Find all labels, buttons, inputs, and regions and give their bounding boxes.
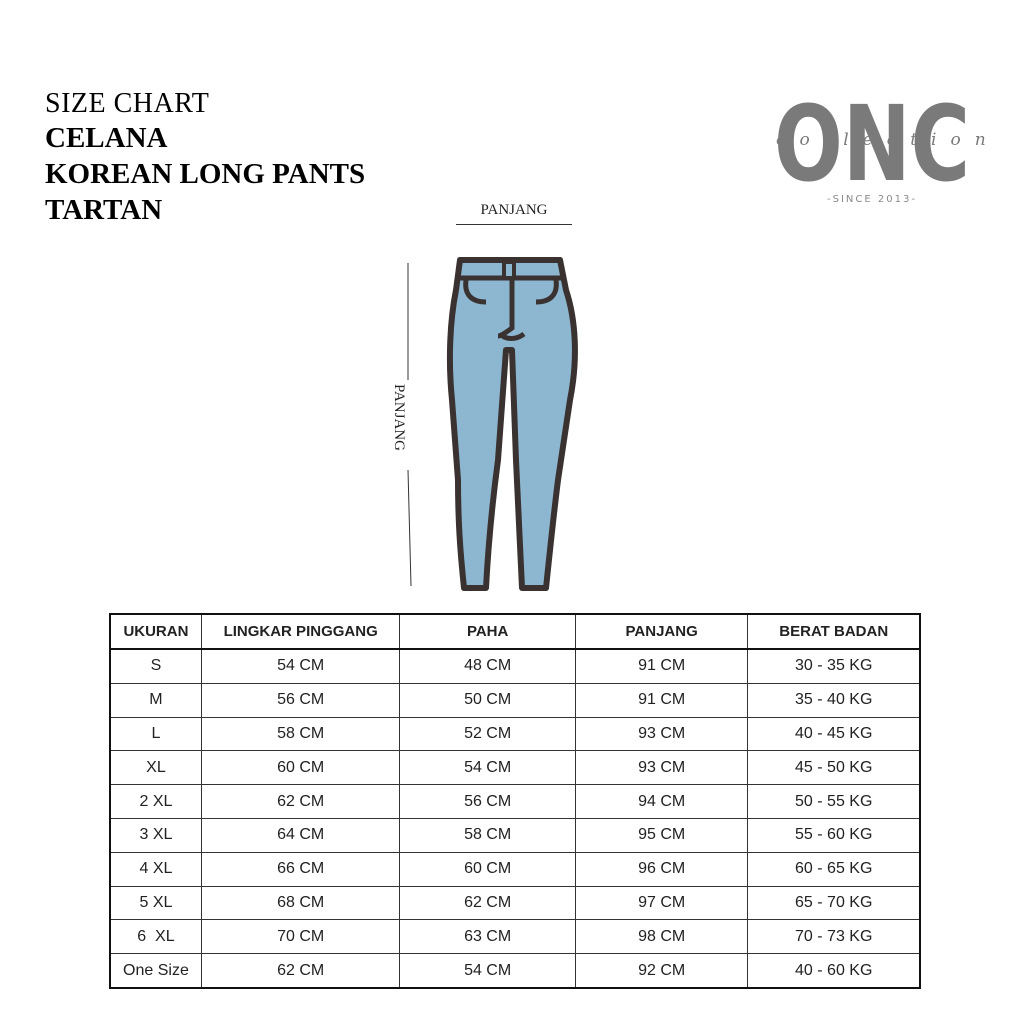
cell-thigh: 58 CM <box>400 818 575 852</box>
cell-size: 6 XL <box>110 920 201 954</box>
cell-size: S <box>110 649 201 683</box>
cell-waist: 62 CM <box>201 785 400 819</box>
cell-size: XL <box>110 751 201 785</box>
cell-thigh: 56 CM <box>400 785 575 819</box>
pants-illustration <box>400 250 600 600</box>
cell-weight: 55 - 60 KG <box>748 818 920 852</box>
cell-size: 4 XL <box>110 852 201 886</box>
cell-weight: 40 - 45 KG <box>748 717 920 751</box>
cell-length: 97 CM <box>575 886 748 920</box>
side-dimension-label: PANJANG <box>391 384 407 451</box>
cell-waist: 60 CM <box>201 751 400 785</box>
cell-waist: 62 CM <box>201 954 400 988</box>
cell-size: 3 XL <box>110 818 201 852</box>
logo-since-text: -SINCE 2013- <box>827 194 917 205</box>
cell-weight: 40 - 60 KG <box>748 954 920 988</box>
cell-thigh: 62 CM <box>400 886 575 920</box>
table-row <box>110 818 920 852</box>
cell-thigh: 52 CM <box>400 717 575 751</box>
logo-small-text: collection <box>776 130 1000 150</box>
cell-thigh: 50 CM <box>400 683 575 717</box>
cell-weight: 60 - 65 KG <box>748 852 920 886</box>
cell-waist: 64 CM <box>201 818 400 852</box>
cell-thigh: 60 CM <box>400 852 575 886</box>
cell-length: 95 CM <box>575 818 748 852</box>
cell-waist: 54 CM <box>201 649 400 683</box>
product-title-line-2: KOREAN LONG PANTS <box>45 158 366 190</box>
product-title-line-1: CELANA <box>45 122 168 154</box>
cell-length: 96 CM <box>575 852 748 886</box>
cell-length: 92 CM <box>575 954 748 988</box>
table-row <box>110 886 920 920</box>
cell-length: 94 CM <box>575 785 748 819</box>
product-title-line-3: TARTAN <box>45 194 163 226</box>
cell-waist: 58 CM <box>201 717 400 751</box>
table-row <box>110 852 920 886</box>
cell-thigh: 63 CM <box>400 920 575 954</box>
size-table <box>109 613 921 989</box>
cell-size: L <box>110 717 201 751</box>
cell-weight: 65 - 70 KG <box>748 886 920 920</box>
header-panjang: PANJANG <box>575 614 748 649</box>
size-chart-heading: SIZE CHART <box>45 88 210 119</box>
cell-weight: 45 - 50 KG <box>748 751 920 785</box>
title-block <box>45 88 365 228</box>
table-row <box>110 649 920 683</box>
cell-waist: 70 CM <box>201 920 400 954</box>
brand-logo <box>772 88 1000 218</box>
header-paha: PAHA <box>400 614 575 649</box>
logo-letters-text: ONC <box>774 88 970 188</box>
cell-weight: 30 - 35 KG <box>748 649 920 683</box>
cell-length: 98 CM <box>575 920 748 954</box>
table-row <box>110 683 920 717</box>
table-row <box>110 954 920 988</box>
cell-size: One Size <box>110 954 201 988</box>
cell-size: M <box>110 683 201 717</box>
cell-waist: 68 CM <box>201 886 400 920</box>
cell-length: 93 CM <box>575 751 748 785</box>
cell-length: 91 CM <box>575 649 748 683</box>
header-ukuran: UKURAN <box>110 614 201 649</box>
cell-size: 5 XL <box>110 886 201 920</box>
table-row <box>110 751 920 785</box>
header-lingkar-pinggang: LINGKAR PINGGANG <box>201 614 400 649</box>
cell-size: 2 XL <box>110 785 201 819</box>
top-dimension-label: PANJANG <box>480 202 548 218</box>
cell-thigh: 54 CM <box>400 954 575 988</box>
table-row <box>110 717 920 751</box>
top-dimension-line <box>456 224 572 225</box>
cell-length: 93 CM <box>575 717 748 751</box>
header-berat-badan: BERAT BADAN <box>748 614 920 649</box>
table-row <box>110 920 920 954</box>
cell-thigh: 48 CM <box>400 649 575 683</box>
cell-waist: 66 CM <box>201 852 400 886</box>
cell-weight: 50 - 55 KG <box>748 785 920 819</box>
cell-thigh: 54 CM <box>400 751 575 785</box>
cell-weight: 35 - 40 KG <box>748 683 920 717</box>
table-header-row <box>110 614 920 649</box>
cell-weight: 70 - 73 KG <box>748 920 920 954</box>
cell-waist: 56 CM <box>201 683 400 717</box>
cell-length: 91 CM <box>575 683 748 717</box>
table-row <box>110 785 920 819</box>
